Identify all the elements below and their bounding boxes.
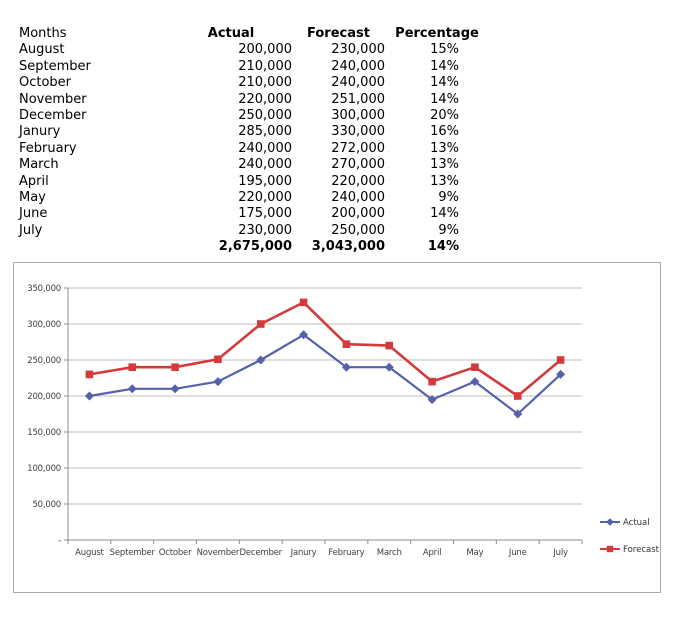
forecast-cell[interactable]: 272,000 [331, 140, 385, 156]
actual-cell[interactable]: 250,000 [238, 108, 292, 124]
data-point-marker [514, 392, 522, 400]
forecast-cell[interactable]: 240,000 [331, 190, 385, 206]
y-axis-label: 250,000 [27, 356, 61, 366]
y-axis-label: 150,000 [27, 428, 61, 438]
series-line [89, 302, 560, 396]
data-point-marker [86, 371, 94, 379]
month-cell[interactable]: June [19, 206, 48, 222]
forecast-cell[interactable]: 240,000 [331, 75, 385, 91]
legend-entry-actual[interactable] [600, 518, 650, 528]
table-row [19, 174, 489, 190]
month-cell[interactable]: July [19, 222, 43, 238]
data-point-marker [607, 546, 613, 552]
x-axis-label: Janury [290, 548, 317, 558]
forecast-cell[interactable]: 200,000 [331, 206, 385, 222]
forecast-cell[interactable]: 251,000 [331, 91, 385, 107]
forecast-cell[interactable]: 240,000 [331, 58, 385, 74]
legend-entry-forecast[interactable] [600, 545, 660, 555]
header-percentage[interactable]: Percentage [395, 26, 479, 41]
actual-cell[interactable]: 195,000 [238, 173, 292, 189]
table-total-row [19, 239, 489, 255]
x-axis-label: October [158, 548, 192, 558]
x-axis-label: March [376, 548, 402, 558]
header-actual[interactable]: Actual [207, 26, 255, 41]
legend-label: Forecast [623, 545, 659, 555]
percentage-cell[interactable]: 13% [430, 157, 459, 173]
x-axis-label: September [109, 548, 155, 558]
table-row [19, 206, 489, 222]
table-row [19, 108, 489, 124]
x-axis-label: July [553, 548, 568, 558]
x-axis-label: August [75, 548, 104, 558]
actual-cell[interactable]: 220,000 [238, 91, 292, 107]
month-cell[interactable]: November [19, 91, 87, 107]
percentage-cell[interactable]: 15% [430, 42, 459, 58]
table-row [19, 42, 489, 58]
data-point-marker [213, 377, 222, 386]
actual-cell[interactable]: 200,000 [238, 42, 292, 58]
header-forecast[interactable]: Forecast [307, 26, 370, 41]
actual-cell[interactable]: 230,000 [238, 222, 292, 238]
x-axis-label: December [239, 548, 282, 558]
actual-cell[interactable]: 285,000 [238, 124, 292, 140]
data-point-marker [257, 320, 265, 328]
table-row [19, 190, 489, 206]
percentage-cell[interactable]: 13% [430, 173, 459, 189]
y-axis-label: 200,000 [27, 392, 61, 402]
data-point-marker [85, 392, 94, 401]
data-point-marker [557, 356, 565, 364]
table-row [19, 59, 489, 75]
data-point-marker [214, 355, 222, 363]
forecast-cell[interactable]: 330,000 [331, 124, 385, 140]
percentage-cell[interactable]: 14% [430, 58, 459, 74]
series-forecast [86, 299, 565, 400]
actual-cell[interactable]: 240,000 [238, 157, 292, 173]
table-row [19, 141, 489, 157]
data-point-marker [171, 384, 180, 393]
header-months[interactable]: Months [19, 26, 67, 41]
chart-svg [14, 263, 660, 592]
percentage-cell[interactable]: 14% [430, 206, 459, 222]
actual-cell[interactable]: 210,000 [238, 75, 292, 91]
y-axis-label: - [58, 536, 61, 546]
forecast-cell[interactable]: 270,000 [331, 157, 385, 173]
month-cell[interactable]: September [19, 58, 91, 74]
data-point-marker [171, 363, 179, 371]
data-point-marker [428, 378, 436, 386]
x-axis-label: May [466, 548, 484, 558]
month-cell[interactable]: April [19, 173, 49, 189]
percentage-cell[interactable]: 14% [430, 75, 459, 91]
actual-cell[interactable]: 220,000 [238, 190, 292, 206]
percentage-cell[interactable]: 13% [430, 140, 459, 156]
table-header-row [19, 26, 489, 42]
percentage-cell[interactable]: 9% [438, 190, 459, 206]
month-cell[interactable]: Janury [19, 124, 61, 140]
month-cell[interactable]: March [19, 157, 59, 173]
total-forecast-cell[interactable]: 3,043,000 [311, 239, 385, 255]
data-point-marker [343, 340, 351, 348]
legend-label: Actual [623, 518, 650, 528]
y-axis-label: 300,000 [27, 320, 61, 330]
data-table [19, 26, 489, 256]
actual-cell[interactable]: 210,000 [238, 58, 292, 74]
total-label-cell[interactable] [19, 239, 170, 255]
total-percentage-cell[interactable]: 14% [427, 239, 459, 255]
data-point-marker [256, 356, 265, 365]
forecast-cell[interactable]: 250,000 [331, 222, 385, 238]
data-point-marker [385, 342, 393, 350]
x-axis-label: November [196, 548, 240, 558]
data-point-marker [128, 384, 137, 393]
x-axis-label: June [508, 548, 527, 558]
month-cell[interactable]: December [19, 108, 87, 124]
month-cell[interactable]: October [19, 75, 72, 91]
percentage-cell[interactable]: 9% [438, 222, 459, 238]
x-axis-label: April [422, 548, 442, 558]
forecast-cell[interactable]: 300,000 [331, 108, 385, 124]
table-body [19, 42, 489, 239]
x-axis-label: February [328, 548, 365, 558]
data-point-marker [128, 363, 136, 371]
series-line [89, 335, 560, 414]
table-row [19, 157, 489, 173]
series-actual [85, 330, 565, 418]
percentage-cell[interactable]: 16% [430, 124, 459, 140]
data-point-marker [300, 299, 308, 307]
table-row [19, 92, 489, 108]
percentage-cell[interactable]: 14% [430, 91, 459, 107]
y-axis-label: 100,000 [27, 464, 61, 474]
table-row [19, 223, 489, 239]
line-chart[interactable] [13, 262, 661, 593]
forecast-cell[interactable]: 220,000 [331, 173, 385, 189]
actual-cell[interactable]: 240,000 [238, 140, 292, 156]
y-axis-label: 350,000 [27, 284, 61, 294]
data-point-marker [606, 518, 614, 526]
y-axis-label: 50,000 [32, 500, 61, 510]
actual-cell[interactable]: 175,000 [238, 206, 292, 222]
total-actual-cell[interactable]: 2,675,000 [218, 239, 292, 255]
table-row [19, 124, 489, 140]
month-cell[interactable]: May [19, 190, 46, 206]
month-cell[interactable]: February [19, 140, 77, 156]
table-row [19, 75, 489, 91]
data-point-marker [471, 363, 479, 371]
forecast-cell[interactable]: 230,000 [331, 42, 385, 58]
percentage-cell[interactable]: 20% [430, 108, 459, 124]
month-cell[interactable]: August [19, 42, 65, 58]
